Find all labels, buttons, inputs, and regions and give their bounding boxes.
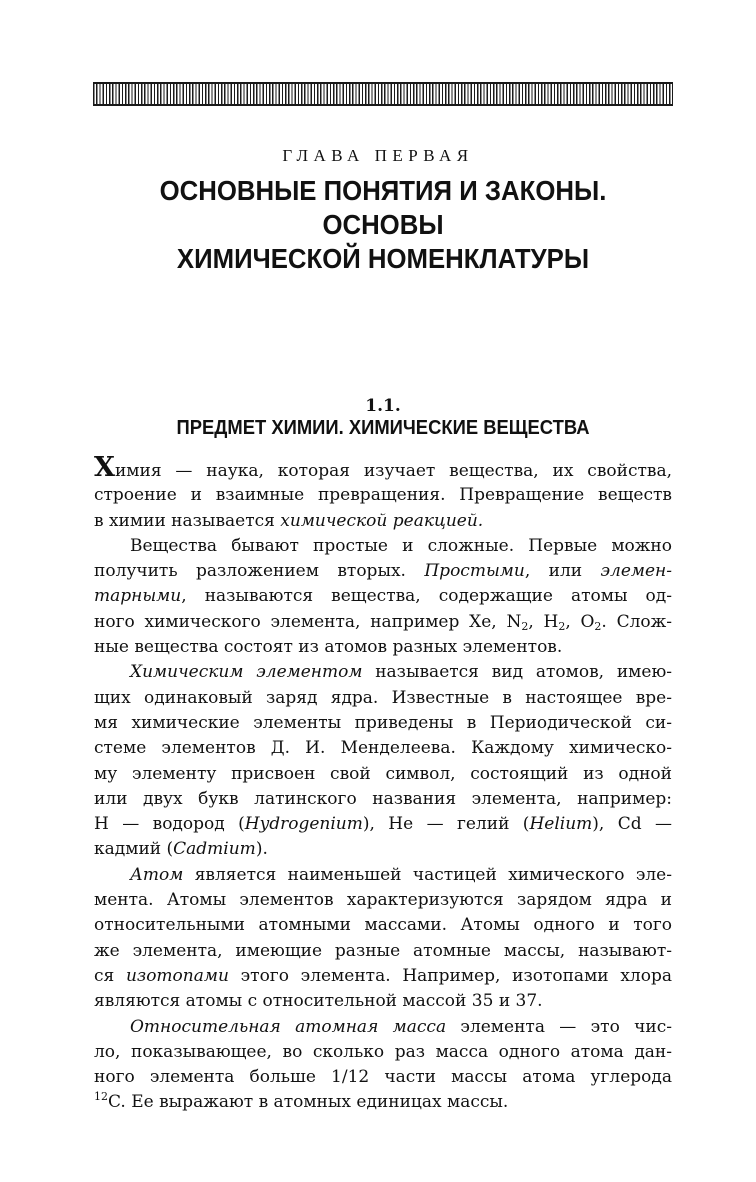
text-line: строение и взаимные превращения. Превращение веществ (94, 485, 672, 506)
text-span: ). (255, 839, 268, 860)
text-line (94, 610, 672, 635)
text-span: ), Cd — (592, 814, 673, 835)
text-span: называется вид атомов, имею- (362, 662, 672, 683)
italic-term: Cadmium (173, 839, 256, 860)
subscript: 2 (558, 619, 566, 633)
text-span: . Слож- (601, 611, 673, 632)
section-number: 1.1. (365, 396, 401, 416)
text-line: му элементу присвоен свой символ, состоящий из одной (94, 763, 672, 784)
text-span: имия — наука, которая изучает вещества, их свойства, (114, 461, 672, 481)
text-line (94, 863, 672, 888)
text-span: , или (524, 561, 601, 582)
text-line: стеме элементов Д. И. Менделеева. Каждому химическо- (94, 738, 672, 759)
drop-cap: Х (94, 452, 115, 483)
chapter-title-line: ОСНОВНЫЕ ПОНЯТИЯ И ЗАКОНЫ. (159, 175, 607, 206)
italic-term: Helium (529, 814, 593, 835)
text-span: ного химического элемента, например Xe, N (94, 611, 522, 632)
superscript: 12 (94, 1090, 108, 1104)
text-span: этого элемента. Например, изотопами хлора (228, 965, 672, 986)
italic-term: Простыми (424, 561, 525, 582)
subscript: 2 (521, 619, 529, 633)
section-title: ПРЕДМЕТ ХИМИИ. ХИМИЧЕСКИЕ ВЕЩЕСТВА (176, 417, 590, 439)
text-line: ло, показывающее, во сколько раз масса одного атома дан- (94, 1041, 672, 1062)
text-span: , O (565, 611, 595, 632)
chapter-title-line: ОСНОВЫ (322, 209, 444, 240)
italic-term: Химическим элементом (130, 662, 363, 683)
text-line (94, 1090, 672, 1115)
text-line (94, 1015, 672, 1040)
text-line (94, 509, 672, 534)
text-line: щих одинаковый заряд ядра. Известные в настоящее вре- (94, 687, 672, 708)
italic-term: Относительная атомная масса (130, 1016, 447, 1037)
text-span: C. Ее выражают в атомных единицах массы. (108, 1092, 509, 1113)
italic-term: Атом (130, 864, 184, 885)
text-line (94, 837, 672, 862)
chapter-label: ГЛАВА ПЕРВАЯ (282, 146, 474, 165)
text-line: или двух букв латинского названия элемента, например: (94, 788, 672, 809)
text-line: мента. Атомы элементов характеризуются зарядом ядра и (94, 890, 672, 911)
italic-term: тарными (94, 586, 182, 607)
text-line (94, 559, 672, 584)
chapter-title (31, 174, 736, 276)
text-line: относительными атомными массами. Атомы одного и того (94, 915, 672, 936)
text-line: же элемента, имеющие разные атомные массы, называют- (94, 940, 672, 961)
text-line: Вещества бывают простые и сложные. Первые можно (130, 535, 672, 556)
subscript: 2 (594, 619, 602, 633)
text-line (94, 964, 672, 989)
text-span: , называются вещества, содержащие атомы од- (181, 586, 672, 607)
italic-term: изотопами (125, 965, 229, 986)
text-span: ), He — гелий ( (362, 814, 530, 835)
text-span: получить разложением вторых. (94, 561, 425, 582)
text-line: ного элемента больше 1/12 части массы атома углерода (94, 1067, 672, 1088)
text-line (94, 584, 672, 609)
text-line (94, 452, 672, 483)
chapter-ornament (93, 82, 673, 106)
text-line: являются атомы с относительной массой 35 и 37. (94, 991, 543, 1012)
text-span: является наименьшей частицей химического эле- (183, 864, 672, 885)
italic-term: химической реакцией. (280, 510, 484, 531)
text-line (94, 812, 672, 837)
text-line: мя химические элементы приведены в Периодической си- (94, 712, 672, 733)
text-span: H — водород ( (94, 814, 245, 835)
text-line: ные вещества состоят из атомов разных элементов. (94, 637, 563, 658)
chapter-title-line: ХИМИЧЕСКОЙ НОМЕНКЛАТУРЫ (176, 243, 590, 274)
text-span: кадмий ( (94, 839, 174, 860)
text-span: в химии называется (94, 510, 281, 531)
italic-term: Hydrogenium (244, 814, 363, 835)
text-line (94, 660, 672, 685)
text-span: ся (94, 965, 126, 986)
body-text (94, 452, 673, 1116)
text-span: элемента — это чис- (446, 1016, 672, 1037)
italic-term: элемен- (600, 561, 673, 582)
text-span: , H (528, 611, 559, 632)
